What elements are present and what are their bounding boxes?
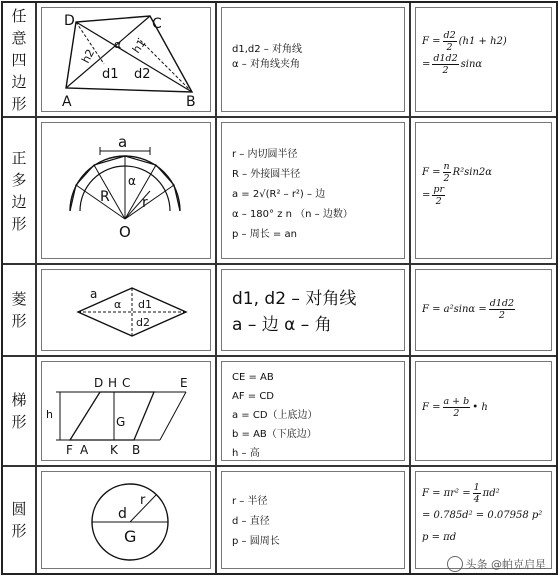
shape-name: 梯 形 (11, 391, 27, 431)
label-d2: d2 (136, 316, 150, 329)
table-row (3, 118, 556, 265)
shape-name: 正 多 边 形 (11, 148, 27, 233)
label-h2: h2 (79, 46, 98, 66)
label-C: C (122, 376, 131, 390)
label-E: E (180, 376, 188, 390)
area-formula: F = $\frac{d2}{2}$ (h1 + h2) = $\frac{d1d2}{2}$ sinα (422, 30, 507, 76)
label-alpha: α (128, 174, 136, 188)
label-a: a (118, 133, 128, 151)
label-d: d (118, 506, 127, 522)
figure-frame (41, 361, 211, 461)
watermark-logo-icon (447, 556, 463, 572)
label-B: B (132, 443, 141, 457)
area-formula: F = πr² = $\frac{1}{4}$ πd² = 0.785d² = 0.07958 p² p = πd (422, 482, 543, 543)
label-A: A (80, 443, 89, 457)
figure-frame (41, 7, 211, 112)
description-cell (217, 357, 411, 465)
label-K: K (110, 443, 118, 457)
label-G: G (116, 415, 126, 429)
shape-name-cell (3, 3, 37, 116)
description: d1,d2 – 对角线 α – 对角线夹角 (232, 44, 302, 70)
area-formula: F = $\frac{n}{2}$ R²sin2α = $\frac{pr}{2}$ (422, 161, 493, 207)
figure-cell (37, 3, 217, 116)
figure-frame (41, 269, 211, 351)
shape-name-cell (3, 265, 37, 355)
table-row (3, 3, 556, 118)
shape-name-cell (3, 357, 37, 465)
formula-cell (411, 357, 556, 465)
shape-name-cell (3, 118, 37, 263)
watermark: 头条 @帕克启星 (447, 556, 547, 572)
circle-figure (42, 472, 212, 568)
shape-name: 圆 形 (11, 500, 27, 540)
description-cell (217, 118, 411, 263)
figure-frame (41, 122, 211, 259)
label-h1: h1 (129, 36, 149, 56)
description-cell (217, 265, 411, 355)
label-F: F (66, 443, 73, 457)
description: r – 内切圆半径 R – 外接圆半径 a = 2√(R² – r²) – 边 α – 180° z n （n – 边数） p – 周长 = an (232, 149, 353, 240)
description: CE = AB AF = CD a = CD（上底边） b = AB（下底边） h – 高 (232, 372, 318, 459)
regular-polygon-figure (42, 123, 212, 260)
label-A: A (62, 94, 72, 110)
description-cell (217, 467, 411, 573)
label-a: a (90, 287, 98, 301)
figure-cell (37, 467, 217, 573)
table-row (3, 357, 556, 467)
label-d2: d2 (134, 67, 151, 82)
description: d1, d2 – 对角线 a – 边 α – 角 (232, 289, 357, 335)
label-O: O (119, 223, 131, 241)
label-alpha: α (114, 38, 122, 51)
figure-cell (37, 118, 217, 263)
rhombus-figure (42, 270, 212, 352)
description-cell (217, 3, 411, 116)
label-r: r (142, 195, 148, 211)
description: r – 半径 d – 直径 p – 圆周长 (232, 496, 280, 547)
label-h: h (46, 408, 53, 421)
formula-table (1, 1, 558, 575)
label-R: R (100, 189, 110, 205)
quadrilateral-figure (42, 8, 212, 113)
shape-name: 任 意 四 边 形 (11, 6, 27, 113)
label-alpha: α (114, 298, 122, 311)
figure-frame (41, 471, 211, 569)
label-G: G (124, 527, 137, 546)
label-B: B (186, 94, 196, 110)
table-row (3, 265, 556, 357)
figure-cell (37, 357, 217, 465)
label-D: D (94, 376, 104, 390)
trapezoid-figure (42, 362, 212, 462)
shape-name: 菱 形 (11, 290, 27, 330)
shape-name-cell (3, 467, 37, 573)
label-D: D (64, 13, 75, 29)
formula-cell (411, 265, 556, 355)
figure-cell (37, 265, 217, 355)
label-C: C (152, 16, 162, 32)
label-H: H (108, 376, 118, 390)
formula-cell (411, 118, 556, 263)
label-r: r (140, 493, 146, 508)
label-d1: d1 (102, 67, 119, 82)
area-formula: F = a²sinα = $\frac{d1d2}{2}$ (422, 298, 514, 321)
label-d1: d1 (138, 298, 152, 311)
formula-cell (411, 3, 556, 116)
area-formula: F = $\frac{a + b}{2}$ • h (422, 396, 488, 419)
